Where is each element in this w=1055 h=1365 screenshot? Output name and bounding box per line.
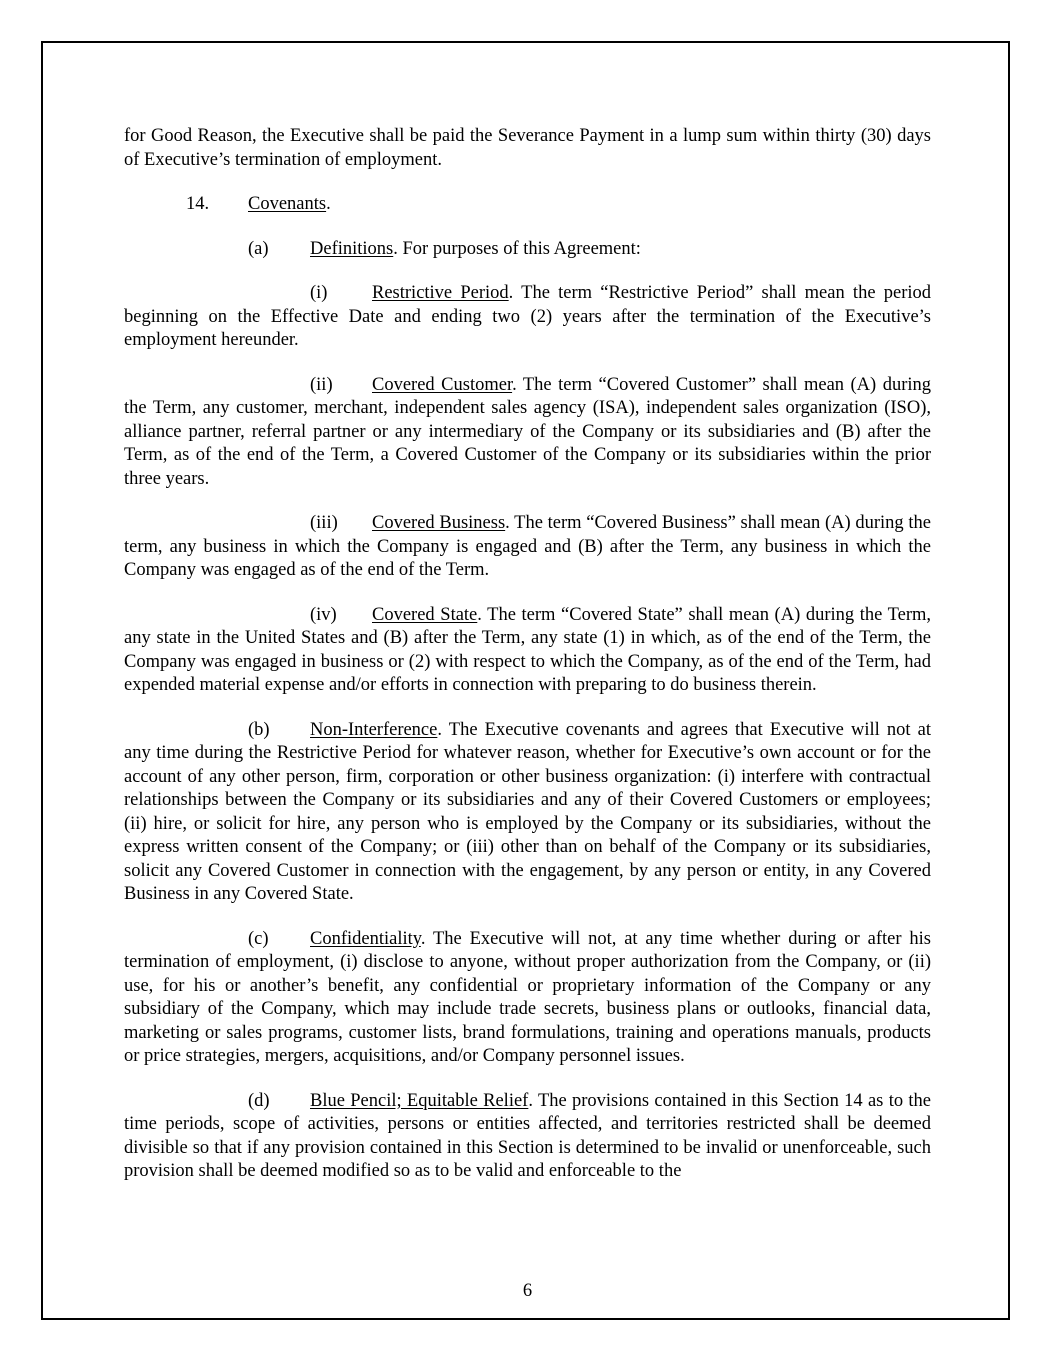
subsection-text: . For purposes of this Agreement: bbox=[393, 238, 641, 259]
section-14 bbox=[124, 193, 931, 217]
clause-text: . The term “Restrictive Period” shall mean the period beginning on the Effective Date and ending two (2) years after the termination of the Executive’s employment hereunder. bbox=[124, 283, 931, 350]
clause-text: . The term “Covered Customer” shall mean (A) during the Term, any customer, merchant, independent sales agency (ISA), independent sales organization (ISO), alliance partner, referral partner or any intermediary of the Company or its subsidiaries and (B) after the Term, as of the end of the Term, a Covered Customer of the Company or its subsidiaries within the prior three years. bbox=[124, 374, 931, 489]
subsection-text: . The Executive covenants and agrees that Executive will not at any time during the Restrictive Period for whatever reason, whether for Executive’s own account or for the account of any other person, firm, corporation or other business organization: (i) interfere with contractual relationships between the Company or its subsidiaries and any of their Covered Customers or employees; (ii) hire, or solicit for hire, any person who is employed by the Company or its subsidiaries, without the express written consent of the Company; or (iii) other than on behalf of the Company or its subsidiaries, solicit any Covered Customer in connection with the engagement, by any person or entity, in any Covered Business in any Covered State. bbox=[124, 719, 931, 904]
subsection-c bbox=[124, 928, 931, 1069]
clause-text: . The term “Covered Business” shall mean (A) during the term, any business in which the Company is engaged and (B) after the Term, any business in which the Company was engaged as of the end of the Term. bbox=[124, 513, 931, 580]
subsection-a bbox=[124, 238, 931, 262]
page-number: 6 bbox=[522, 1281, 533, 1301]
clause-text: . The term “Covered State” shall mean (A) during the Term, any state in the United States and (B) after the Term, any state (1) in which, as of the end of the Term, the Company was engaged in business or (2) with respect to which the Company, as of the end of the Term, had expended material expense and/or efforts in connection with preparing to do business therein. bbox=[124, 604, 932, 695]
clause-iii bbox=[124, 512, 931, 583]
subsection-number: (a) bbox=[248, 238, 269, 259]
clause-heading: Restrictive Period bbox=[372, 283, 509, 303]
clause-number: (i) bbox=[310, 283, 328, 303]
section-number: 14. bbox=[186, 194, 210, 214]
subsection-heading: Non-Interference bbox=[310, 719, 438, 740]
subsection-number: (b) bbox=[248, 719, 270, 740]
clause-ii bbox=[124, 374, 931, 492]
clause-number: (iii) bbox=[310, 513, 338, 533]
paragraph-continuation: for Good Reason, the Executive shall be paid the Severance Payment in a lump sum within thirty (30) days of Executive’s termination of employment. bbox=[124, 126, 931, 170]
clause-heading: Covered Customer bbox=[372, 374, 513, 395]
subsection-number: (d) bbox=[248, 1090, 270, 1111]
clause-number: (ii) bbox=[310, 374, 333, 395]
section-text: . bbox=[326, 194, 331, 214]
clause-heading: Covered Business bbox=[372, 513, 506, 533]
subsection-text: . The provisions contained in this Section 14 as to the time periods, scope of activities, persons or entities affected, and territories restricted shall be deemed divisible so that if any provision contained in this Section is determined to be invalid or unenforceable, such provision shall be deemed modified so as to be valid and enforceable to the bbox=[124, 1090, 931, 1181]
clause-i bbox=[124, 282, 931, 353]
clause-heading: Covered State bbox=[372, 604, 478, 625]
section-heading: Covenants bbox=[248, 194, 327, 214]
clause-number: (iv) bbox=[310, 604, 337, 625]
subsection-number: (c) bbox=[248, 928, 269, 949]
subsection-heading: Blue Pencil; Equitable Relief bbox=[310, 1090, 529, 1111]
subsection-d bbox=[124, 1090, 931, 1184]
subsection-heading: Confidentiality bbox=[310, 928, 421, 949]
subsection-heading: Definitions bbox=[310, 238, 394, 259]
subsection-b bbox=[124, 719, 931, 907]
clause-iv bbox=[124, 604, 931, 698]
subsection-text: . The Executive will not, at any time whether during or after his termination of employment, (i) disclose to anyone, without proper authorization from the Company, or (ii) use, for his or another’s benefit, any confidential or proprietary information of the Company or any subsidiary of the Company, which may include trade secrets, business plans or outlooks, financial data, marketing or sales programs, customer lists, brand formulations, training and operations manuals, products or price strategies, mergers, acquisitions, and/or Company personnel issues. bbox=[124, 928, 931, 1066]
document-body bbox=[124, 125, 931, 1184]
